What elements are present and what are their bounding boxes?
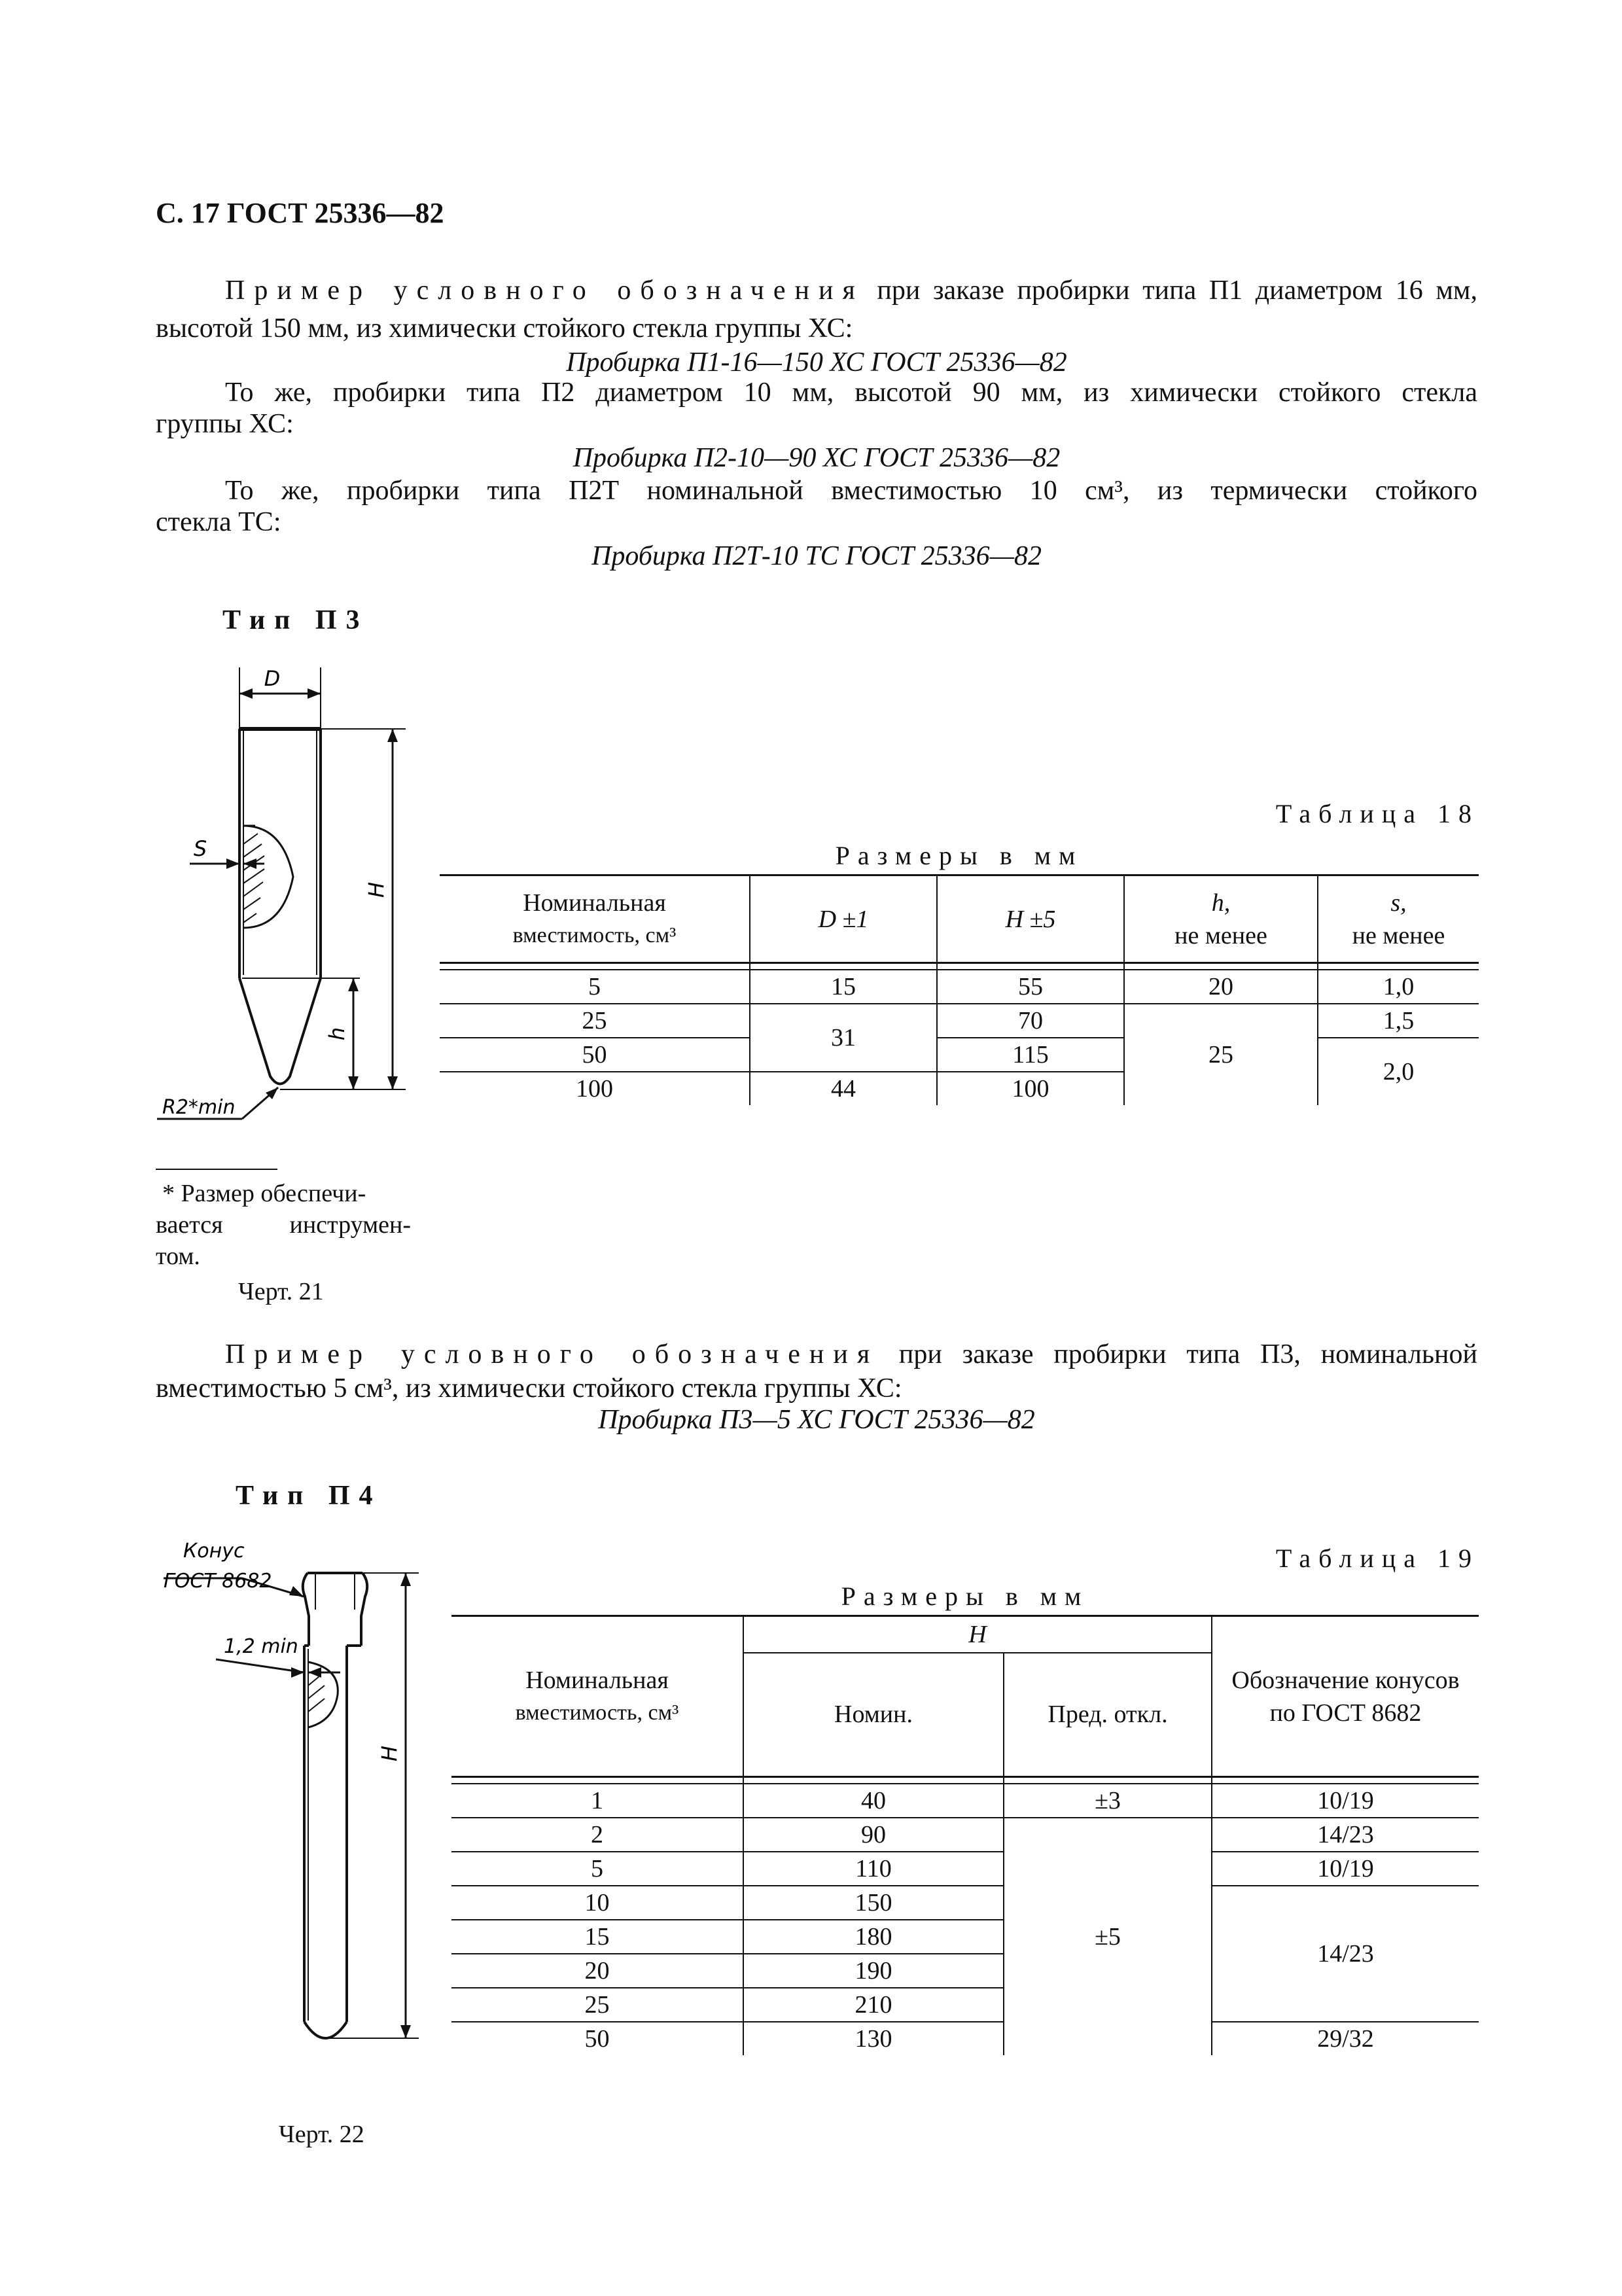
designation-example-p2t: Пробирка П2Т-10 ТС ГОСТ 25336—82 [591,541,1042,571]
column-header: Обозначение конусов по ГОСТ 8682 [1212,1616,1479,1777]
table-cell: 50 [451,2022,743,2055]
table-cell: 44 [750,1072,937,1105]
dimension-label-H: H [377,1745,402,1762]
table-18 [440,874,1479,1105]
table-cell: 20 [451,1954,743,1988]
table-cell: 25 [451,1988,743,2022]
table-cell: 150 [743,1886,1004,1920]
page-header: С. 17 ГОСТ 25336—82 [156,197,444,229]
table-row [451,1852,1479,1886]
table-cell: 10/19 [1212,1852,1479,1886]
table-row [440,1004,1479,1038]
table-row [440,1038,1479,1072]
table-cell: 31 [750,1004,937,1072]
test-tube-p4-drawing [144,1531,432,2048]
designation-example-p2: Пробирка П2-10—90 ХС ГОСТ 25336—82 [573,443,1061,473]
figure-caption-21: Черт. 21 [238,1278,324,1305]
table-cell: 50 [440,1038,750,1072]
footnote-line: вается инструмен- [156,1211,411,1239]
column-header: H ±5 [937,875,1124,963]
table-18-title: Таблица 18 [1275,799,1479,828]
paragraph-example-p3 [156,1335,1477,1374]
table-cell: 55 [937,970,1124,1004]
table-row [440,970,1479,1004]
table-cell: 14/23 [1212,1886,1479,2022]
designation-example-p3: Пробирка П3—5 ХС ГОСТ 25336—82 [598,1405,1035,1435]
table-cell: 10/19 [1212,1784,1479,1818]
table-row [451,1784,1479,1818]
column-header: s, не менее [1318,875,1479,963]
table-cell: 14/23 [1212,1818,1479,1852]
table-cell: 190 [743,1954,1004,1988]
table-header-row [440,875,1479,963]
table-cell: 40 [743,1784,1004,1818]
paragraph-text: при заказе пробирки типа П3, номинальной [879,1339,1477,1369]
column-header: Пред. откл. [1004,1653,1212,1777]
table-cell: 130 [743,2022,1004,2055]
table-cell: ±3 [1004,1784,1212,1818]
footnote [156,1178,411,1272]
table-18-units: Размеры в мм [835,841,1084,870]
column-header: Номинальная вместимость, см³ [451,1616,743,1777]
table-cell: 20 [1124,970,1318,1004]
table-19 [451,1615,1479,2055]
paragraph-example-p2t: То же, пробирки типа П2Т номинальной вместимостью 10 см³, из термически стойкого [225,476,1477,506]
table-cell: 29/32 [1317,2024,1374,2053]
table-cell: 110 [743,1852,1004,1886]
column-header: h, не менее [1124,875,1318,963]
table-cell: 2,0 [1383,1057,1415,1086]
table-19-units: Размеры в мм [841,1581,1089,1611]
footnote-line: том. [156,1243,200,1270]
table-cell: 5 [451,1852,743,1886]
table-cell: 210 [743,1988,1004,2022]
table-cell: 5 [440,970,750,1004]
spaced-phrase: Пример условного обозначения [225,1339,879,1369]
table-cell: 100 [440,1072,750,1105]
test-tube-p3-drawing [144,654,419,1139]
paragraph-line: группы ХС: [156,409,294,439]
table-cell: 25 [440,1004,750,1038]
column-header: Номинальная вместимость, см³ [440,875,750,963]
table-cell: 10 [451,1886,743,1920]
footnote-rule [156,1169,277,1170]
table-row [451,1818,1479,1852]
table-cell: 1,5 [1318,1004,1479,1038]
paragraph-text: при заказе пробирки типа П1 диаметром 16 мм, [864,275,1477,306]
table-cell: 100 [937,1072,1124,1105]
paragraph-line: вместимостью 5 см³, из химически стойкого стекла группы ХС: [156,1373,902,1404]
table-cell: ±5 [1004,1818,1212,2055]
table-cell: 1,0 [1318,970,1479,1004]
table-cell: 25 [1124,1004,1318,1105]
section-heading-p4: Тип П4 [236,1481,382,1511]
paragraph-example-p1 [156,271,1477,310]
table-cell: 180 [743,1920,1004,1954]
table-row [451,1886,1479,1920]
table-cell: 90 [743,1818,1004,1852]
paragraph-line: стекла ТС: [156,507,281,537]
column-header: D ±1 [750,875,937,963]
table-cell: 2 [451,1818,743,1852]
table-cell: 15 [451,1920,743,1954]
dimension-label-H: H [364,881,389,898]
cone-label: Конус [183,1540,245,1563]
column-header: Номин. [743,1653,1004,1777]
dimension-label-h: h [325,1027,349,1041]
table-header-row [451,1616,1479,1653]
designation-example-p1: Пробирка П1-16—150 ХС ГОСТ 25336—82 [566,347,1067,378]
dimension-label-S: S [193,836,207,861]
radius-label: R2*min [162,1096,236,1119]
cone-standard-label: ГОСТ 8682 [164,1570,272,1593]
wall-thickness-label: 1,2 min [224,1635,298,1658]
paragraph-example-p2: То же, пробирки типа П2 диаметром 10 мм, высотой 90 мм, из химически стойкого стекла [225,378,1477,408]
paragraph-line: высотой 150 мм, из химически стойкого стекла группы ХС: [156,313,853,344]
table-cell: 1 [451,1784,743,1818]
column-header: H [743,1616,1212,1653]
dimension-label-D: D [264,666,281,691]
table-cell: 115 [937,1038,1124,1072]
footnote-line: * Размер обеспечи- [162,1180,366,1207]
table-cell: 70 [937,1004,1124,1038]
figure-caption-22: Черт. 22 [279,2121,364,2148]
spaced-phrase: Пример условного обозначения [225,275,864,306]
table-row [451,2022,1479,2055]
table-19-title: Таблица 19 [1275,1544,1479,1573]
table-cell: 15 [750,970,937,1004]
section-heading-p3: Тип П3 [222,605,369,635]
